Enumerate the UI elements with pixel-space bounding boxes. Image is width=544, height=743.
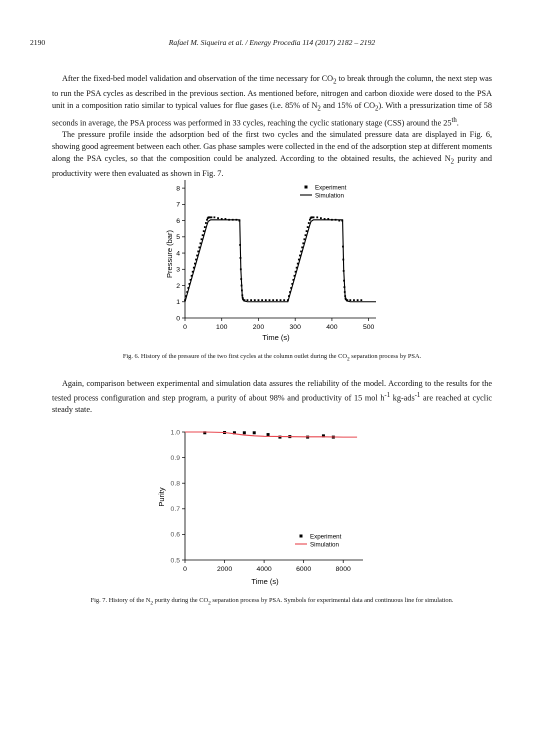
x-tick-label: 2000 [216, 566, 233, 573]
pressure-chart-plot [176, 180, 376, 331]
y-tick-label: 5 [176, 234, 180, 242]
x-tick-label: 300 [289, 324, 301, 331]
y-tick-label: 8 [176, 185, 180, 193]
legend-label: Simulation [315, 192, 344, 200]
y-tick-label: 6 [176, 217, 180, 225]
figure-7-purity-chart [145, 424, 385, 590]
legend-label: Experiment [310, 533, 342, 541]
y-tick-label: 0.9 [170, 454, 180, 462]
x-tick-label: 0 [183, 566, 187, 573]
pressure-chart-xlabel: Time (s) [262, 333, 290, 342]
data-point-experiment [213, 216, 215, 218]
data-point-experiment [203, 230, 205, 232]
data-point-experiment [267, 433, 270, 436]
y-tick-label: 0.5 [170, 557, 180, 565]
series-line-simulation [185, 432, 357, 437]
x-tick-label: 200 [252, 324, 265, 331]
data-point-experiment [283, 299, 285, 301]
data-point-experiment [217, 217, 219, 219]
data-point-experiment [202, 234, 204, 236]
purity-chart-ylabel: Purity [157, 487, 166, 507]
figure-6-caption: Fig. 6. History of the pressure of the two first cycles at the column outlet during the $CO_2$ separation process by PSA. [122, 353, 422, 363]
data-point-experiment [308, 222, 310, 224]
data-point-experiment [272, 299, 274, 301]
pressure-chart-ylabel: Pressure (bar) [165, 230, 174, 278]
y-tick-label: 0.6 [170, 531, 180, 539]
page-header [30, 38, 514, 50]
x-tick-label: 0 [183, 324, 187, 331]
y-tick-label: 1.0 [170, 429, 180, 437]
paragraph-3: Again, comparison between experimental and simulation data assures the reliability of the model. According to the results for the tested process configuration and step program, a purity of about 98% and productivity of 15 mol $h^{-1}$ kg-ads$^{-1}$ are reached at cyclic steady state. [52, 379, 492, 414]
data-point-experiment [261, 299, 263, 301]
running-title: Rafael M. Siqueira et al. / Energy Procedia 114 (2017) 2182 – 2192 [168, 38, 376, 47]
data-point-experiment [305, 234, 307, 236]
body-text-middle [52, 378, 492, 416]
data-point-experiment [307, 226, 309, 228]
data-point-experiment [357, 299, 359, 301]
data-point-experiment [211, 216, 213, 218]
data-point-experiment [254, 299, 256, 301]
data-point-experiment [205, 222, 207, 224]
data-point-experiment [349, 299, 351, 301]
y-tick-label: 0 [176, 315, 180, 323]
x-tick-label: 400 [326, 324, 338, 331]
data-point-experiment [204, 226, 206, 228]
x-tick-label: 100 [216, 324, 228, 331]
y-tick-label: 2 [176, 282, 180, 290]
data-point-experiment [309, 219, 311, 221]
data-point-experiment [353, 299, 355, 301]
page-number: 2190 [30, 38, 46, 47]
data-point-experiment [360, 299, 362, 301]
x-tick-label: 6000 [296, 566, 312, 573]
data-point-experiment [247, 299, 249, 301]
data-point-experiment [316, 216, 318, 218]
y-tick-label: 0.8 [170, 480, 180, 488]
data-point-experiment [253, 431, 256, 434]
data-point-experiment [276, 299, 278, 301]
legend-marker-swatch [305, 186, 308, 189]
legend-label: Simulation [310, 541, 339, 549]
x-tick-label: 8000 [335, 566, 351, 573]
data-point-experiment [313, 216, 315, 218]
series-line-simulation [185, 220, 376, 302]
y-tick-label: 4 [176, 250, 180, 258]
y-tick-label: 0.7 [170, 506, 180, 514]
x-tick-label: 4000 [256, 566, 272, 573]
purity-chart-xlabel: Time (s) [251, 577, 279, 586]
data-point-experiment [320, 217, 322, 219]
legend-marker-swatch [300, 535, 303, 538]
data-point-experiment [306, 230, 308, 232]
body-text-top [52, 73, 492, 179]
figure-6-pressure-chart [145, 172, 385, 342]
legend-label: Experiment [315, 184, 347, 192]
data-point-experiment [258, 299, 260, 301]
data-point-experiment [280, 299, 282, 301]
data-point-experiment [269, 299, 271, 301]
figure-7-caption: Fig. 7. History of the $N_2$ purity during the $CO_2$ separation process by PSA. Symbols for experimental data and continuous line for simulation. [90, 597, 454, 607]
y-tick-label: 7 [176, 201, 180, 209]
purity-chart-plot [171, 429, 363, 573]
data-point-experiment [250, 299, 252, 301]
paragraph-2: The pressure profile inside the adsorption bed of the first two cycles and the simulated pressure data are displayed in Fig. 6, showing good agreement between each other. Gas phase samples were collected in the end of the adsorption step at different moments along the PSA cycles, so that the composition could be analyzed. According to the obtained results, the achieved $N_2$ purity and productivity were then evaluated as shown in Fig. 7. [52, 130, 492, 178]
data-point-experiment [243, 431, 246, 434]
x-tick-label: 500 [362, 324, 375, 331]
paragraph-1: After the fixed-bed model validation and observation of the time necessary for $CO_2$ to break through the column, the next step was to run the PSA cycles as described in the previous section. As mentioned before, nitrogen and carbon dioxide were dosed to the PSA unit in a composition ratio similar to typical values for flue gases (i.e. 85% of $N_2$ and 15% of $CO_2$). With a pressurization time of 58 seconds in average, the PSA process was performed in 33 cycles, reaching the cyclic stationary stage (CSS) around the 25th. [52, 74, 492, 128]
y-tick-label: 3 [176, 266, 180, 274]
data-point-experiment [206, 219, 208, 221]
data-point-experiment [265, 299, 267, 301]
y-tick-label: 1 [176, 299, 180, 307]
